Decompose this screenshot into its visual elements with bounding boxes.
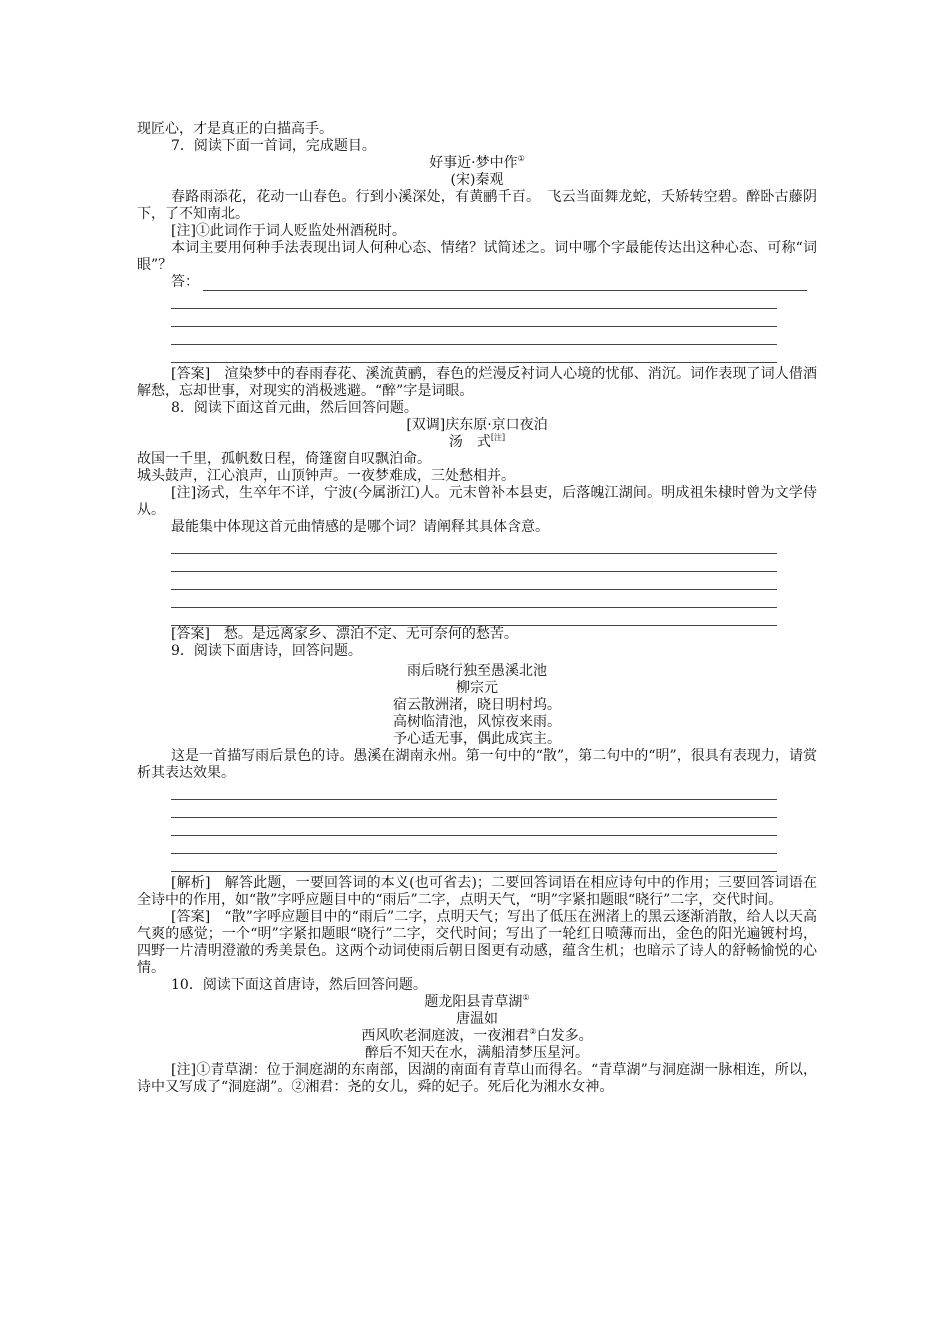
q10-line-1: 西风吹老洞庭波，一夜湘君②白发多。 [361, 1027, 593, 1044]
answer-line[interactable] [171, 291, 777, 309]
answer-line[interactable] [171, 608, 777, 626]
q7-title: 好事近·梦中作① [429, 154, 525, 171]
q8-answer: [答案] 愁。是远离家乡、漂泊不定、无可奈何的愁苦。 [171, 626, 518, 642]
q9-title: 雨后晓行独至愚溪北池 [407, 663, 547, 679]
q9-poem-line: 宿云散洲渚，晓日明村坞。 [393, 697, 561, 713]
q7-answer-row[interactable] [171, 274, 817, 291]
q7-question: 本词主要用何种手法表现出词人何种心态、情绪？试简述之。词中哪个字最能传达出这种心态、可称“词眼”？ [137, 240, 817, 273]
q7-author: (宋)秦观 [450, 172, 504, 188]
q8-author-note: [注] [490, 433, 506, 442]
q9-author: 柳宗元 [456, 680, 498, 696]
q10-line-note: ② [529, 1027, 537, 1036]
q10-line-2: 醉后不知天在水，满船清梦压星河。 [365, 1045, 589, 1061]
answer-line[interactable] [171, 836, 777, 854]
q7-answer-label: 答： [171, 274, 199, 290]
q10-note: [注]①青草湖：位于洞庭湖的东南部，因湖的南面有青草山而得名。“青草湖”与洞庭湖一脉相连，所以，诗中又写成了“洞庭湖”。②湘君：尧的女儿，舜的妃子。死后化为湘水女神。 [137, 1062, 817, 1095]
answer-line[interactable] [203, 278, 807, 291]
document-body [137, 121, 817, 1096]
q8-note: [注]汤式，生卒年不详，宁波(今属浙江)人。元末曾补本县吏，后落魄江湖间。明成祖朱棣时曾为文学侍从。 [137, 485, 817, 518]
q7-answer: [答案] 渲染梦中的春雨春花、溪流黄鹂，春色的烂漫反衬词人心境的忧郁、消沉。词作表现了词人借酒解愁，忘却世事，对现实的消极逃避。“醉”字是词眼。 [137, 366, 817, 399]
q7-title-note: ① [517, 154, 525, 163]
q10-author: 唐温如 [456, 1011, 498, 1027]
answer-line[interactable] [171, 800, 777, 818]
answer-line[interactable] [171, 590, 777, 608]
answer-line[interactable] [171, 818, 777, 836]
answer-line[interactable] [171, 536, 777, 554]
intro-tail: 现匠心，才是真正的白描高手。 [137, 121, 333, 137]
q7-prompt: 7．阅读下面一首词，完成题目。 [171, 138, 376, 154]
answer-line[interactable] [171, 782, 777, 800]
q8-line-1: 故国一千里，孤帆数日程，倚篷窗自叹飘泊命。 [137, 451, 431, 467]
q9-analysis: [解析] 解答此题，一要回答词的本义(也可省去)；二要回答词语在相应诗句中的作用；三要回答词语在全诗中的作用，如“散”字呼应题目中的“雨后”二字，点明天气，“明”字紧扣题眼“晓行”二字，交代时间。 [137, 875, 817, 908]
q9-question: 这是一首描写雨后景色的诗。愚溪在湖南永州。第一句中的“散”，第二句中的“明”，很具有表现力，请赏析其表达效果。 [137, 748, 817, 781]
answer-line[interactable] [171, 345, 777, 363]
q9-answer: [答案] “散”字呼应题目中的“雨后”二字，点明天气；写出了低压在洲渚上的黑云逐渐消散，给人以天高气爽的感觉；一个“明”字紧扣题眼“晓行”二字，交代时间；写出了一轮红日喷薄而出，金色的阳光遍镀村坞，四野一片清明澄澈的秀美景色。这两个动词使雨后朝日图更有动感，蕴含生机；也暗示了诗人的舒畅愉悦的心情。 [137, 909, 817, 976]
q9-prompt: 9．阅读下面唐诗，回答问题。 [171, 643, 362, 659]
answer-line[interactable] [171, 309, 777, 327]
q9-poem-line: 予心适无事，偶此成宾主。 [393, 731, 561, 747]
q9-poem [137, 697, 817, 748]
answer-line[interactable] [171, 854, 777, 872]
q9-poem-line: 高树临清池，风惊夜来雨。 [393, 714, 561, 730]
q7-note: [注]①此词作于词人贬监处州酒税时。 [171, 223, 406, 239]
q10-prompt: 10．阅读下面这首唐诗，然后回答问题。 [171, 977, 427, 993]
answer-line[interactable] [171, 554, 777, 572]
q7-poem: 春路雨添花，花动一山春色。行到小溪深处，有黄鹂千百。 飞云当面舞龙蛇，夭矫转空碧。醉卧古藤阴下，了不知南北。 [137, 189, 817, 222]
q8-line-2: 城头鼓声，江心浪声，山顶钟声。一夜梦难成，三处愁相并。 [137, 468, 515, 484]
answer-line[interactable] [171, 327, 777, 345]
q8-title: [双调]庆东原·京口夜泊 [406, 417, 548, 433]
q8-prompt: 8．阅读下面这首元曲，然后回答问题。 [171, 400, 418, 416]
q8-question: 最能集中体现这首元曲情感的是哪个词？请阐释其具体含意。 [171, 519, 549, 535]
q10-title: 题龙阳县青草湖① [424, 993, 530, 1010]
q8-author: 汤 式[注] [448, 433, 506, 450]
q10-title-note: ① [522, 993, 530, 1002]
answer-line[interactable] [171, 572, 777, 590]
